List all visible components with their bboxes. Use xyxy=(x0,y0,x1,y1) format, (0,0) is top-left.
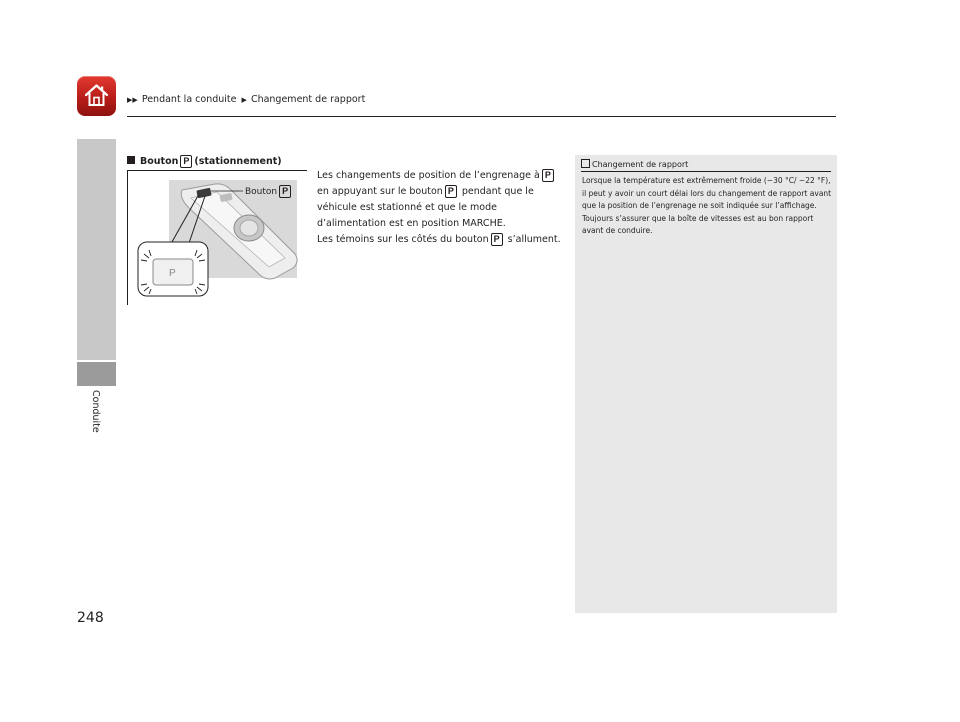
chapter-tab xyxy=(77,139,116,360)
page-number: 248 xyxy=(77,610,104,626)
header-rule xyxy=(127,116,836,117)
book-icon xyxy=(581,159,590,168)
breadcrumb-arrow-icon: ▶▶ xyxy=(127,96,138,104)
breadcrumb-arrow-icon: ▶ xyxy=(241,96,247,104)
key-p: P xyxy=(180,155,192,168)
inset-button-letter: P xyxy=(169,268,176,279)
section-title: Bouton P (stationnement) xyxy=(127,155,282,168)
figure-callout: Bouton P xyxy=(245,185,293,198)
section-bullet-icon xyxy=(127,156,135,164)
body-paragraph: Les changements de position de l’engrenage à P en appuyant sur le bouton P pendant que le véhicule est stationné et que le mode d’alimentation est en position MARCHE. xyxy=(317,168,567,232)
key-p: P xyxy=(542,169,554,182)
chapter-label: Conduite xyxy=(90,390,101,433)
breadcrumb-item-pendant-la-conduite[interactable]: Pendant la conduite xyxy=(141,94,237,105)
side-note xyxy=(575,155,837,613)
key-p: P xyxy=(491,233,503,246)
body-paragraph: Les témoins sur les côtés du bouton P s’allument. xyxy=(317,234,561,245)
home-icon xyxy=(83,82,110,109)
breadcrumb-item-changement-de-rapport[interactable]: Changement de rapport xyxy=(250,94,366,105)
key-p: P xyxy=(279,185,291,198)
side-note-text: Lorsque la température est extrêmement froide (−30 °C/ −22 °F), il peut y avoir un court délai lors du changement de rapport avant que la position de l’engrenage ne soit indiquée sur l’affichage. Toujours s’assurer que la boîte de vitesses est au bon rapport avant de conduire. xyxy=(582,176,832,235)
home-button[interactable] xyxy=(77,76,116,116)
key-p: P xyxy=(445,185,457,198)
side-note-heading: Changement de rapport xyxy=(581,159,688,169)
body-text xyxy=(317,168,567,248)
breadcrumb xyxy=(127,94,367,105)
chapter-tab-marker[interactable] xyxy=(77,362,116,386)
